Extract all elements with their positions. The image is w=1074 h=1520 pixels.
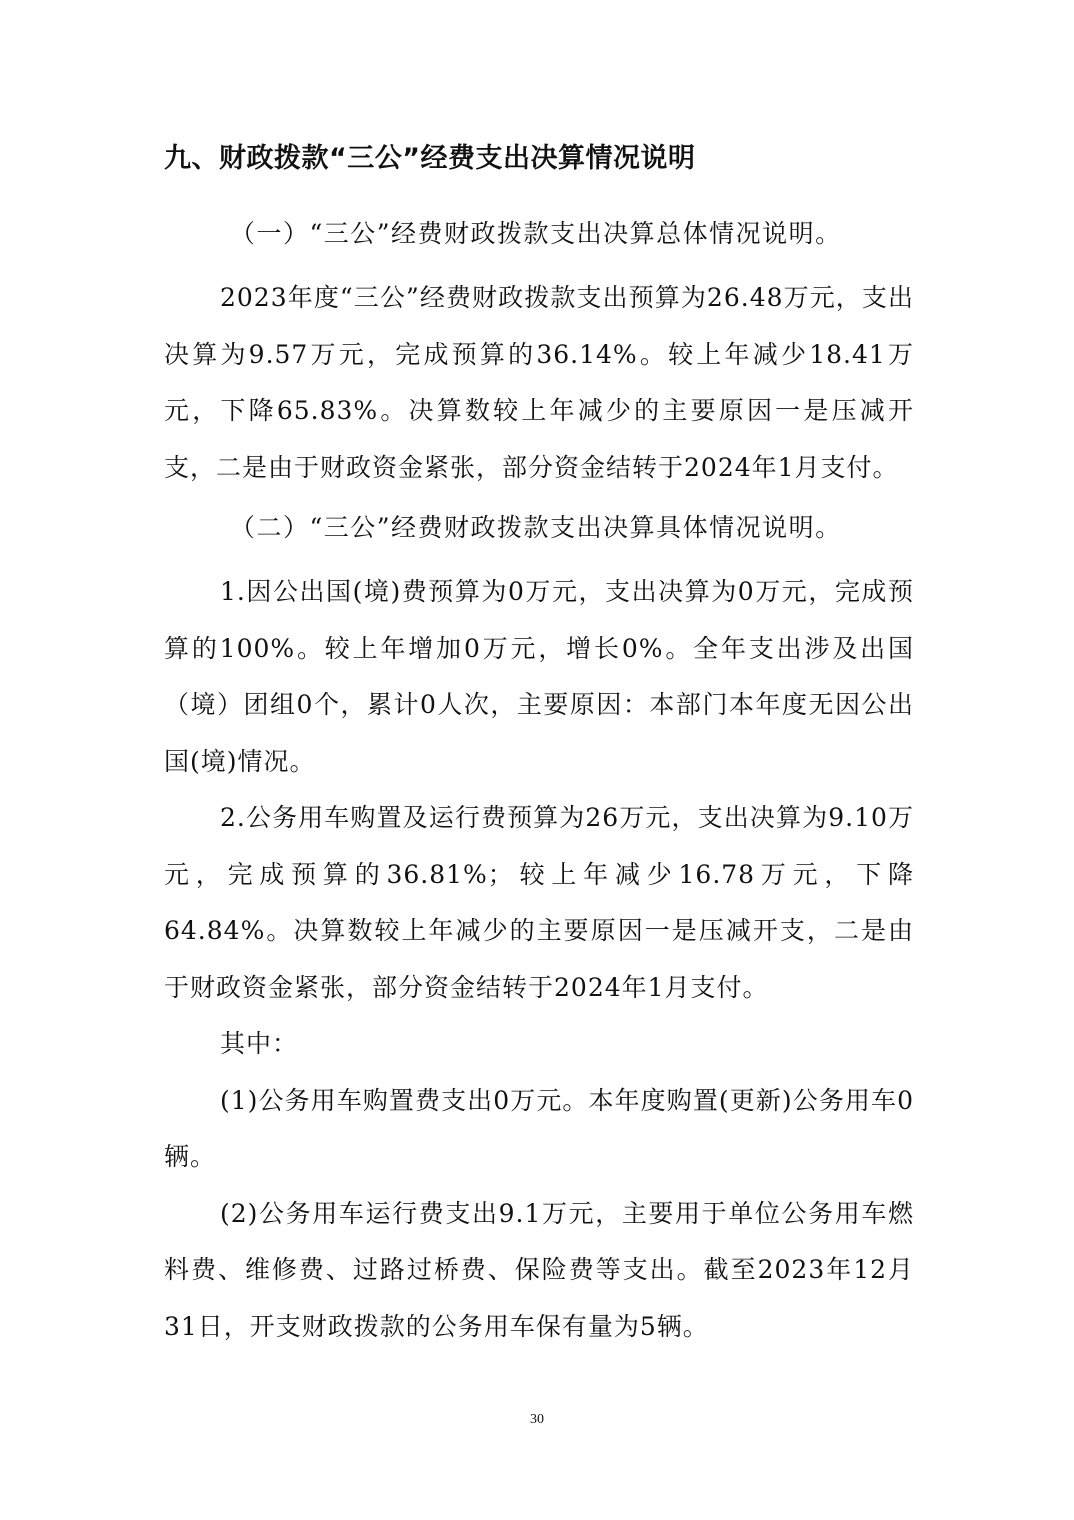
subsection-title-specific: （二）“三公”经费财政拨款支出决算具体情况说明。 [230,513,842,542]
page-number: 30 [530,1412,544,1427]
paragraph-overall: 2023年度“三公”经费财政拨款支出预算为26.48万元，支出决算为9.57万元，完成预算的36.14%。较上年减少18.41万元，下降65.83%。决算数较上年减少的主要原因一是压减开支，二是由于财政资金紧张，部分资金结转于2024年1月支付。 [164,283,914,482]
paragraph-among: 其中： [220,1029,299,1058]
section-heading: 九、财政拨款“三公”经费支出决算情况说明 [164,143,696,174]
paragraph-official-vehicles: 2.公务用车购置及运行费预算为26万元，支出决算为9.10万元，完成预算的36.81%；较上年减少16.78万元，下降64.84%。决算数较上年减少的主要原因一是压减开支，二是由于财政资金紧张，部分资金结转于2024年1月支付。 [164,803,914,1002]
paragraph-vehicle-purchase: (1)公务用车购置费支出0万元。本年度购置(更新)公务用车0辆。 [164,1085,914,1171]
subsection-title-overall: （一）“三公”经费财政拨款支出决算总体情况说明。 [230,219,842,248]
paragraph-vehicle-operation: (2)公务用车运行费支出9.1万元，主要用于单位公务用车燃料费、维修费、过路过桥费、保险费等支出。截至2023年12月31日，开支财政拨款的公务用车保有量为5辆。 [164,1198,914,1341]
paragraph-overseas-travel: 1.因公出国(境)费预算为0万元，支出决算为0万元，完成预算的100%。较上年增加0万元，增长0%。全年支出涉及出国（境）团组0个，累计0人次，主要原因：本部门本年度无因公出国(境)情况。 [164,577,914,776]
page-content [164,138,914,1355]
